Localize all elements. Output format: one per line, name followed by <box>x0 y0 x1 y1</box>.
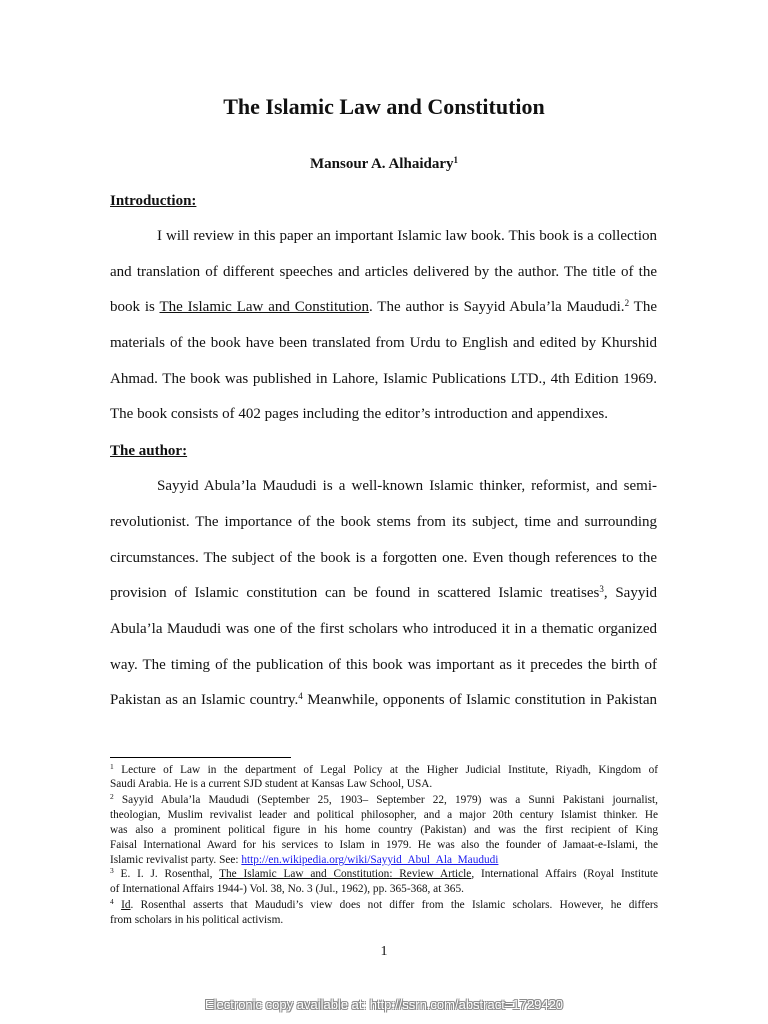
text-run: Meanwhile, opponents of Islamic constitution in Pakistan <box>302 692 657 708</box>
article-title-reference: The Islamic Law and Constitution: Review Article <box>219 868 472 880</box>
text-run: book is <box>110 299 160 315</box>
footnote-text: E. I. J. Rosenthal, <box>113 868 220 880</box>
page-number: 1 <box>380 944 388 959</box>
paragraph-line: Ahmad. The book was published in Lahore, Islamic Publications LTD., 4th Edition 1969. <box>110 371 657 387</box>
text-run: , Sayyid <box>603 585 657 601</box>
paragraph-line: and translation of different speeches and articles delivered by the author. The title of the <box>110 264 657 280</box>
footnote-separator <box>110 757 291 758</box>
paragraph-line <box>110 691 657 709</box>
paragraph-line: revolutionist. The importance of the book stems from its subject, time and surrounding <box>110 514 657 530</box>
footnote-number: 1 <box>110 762 114 771</box>
footnote-line: Saudi Arabia. He is a current SJD student at Kansas Law School, USA. <box>110 778 433 790</box>
footnote-line: of International Affairs 1944-) Vol. 38, No. 3 (Jul., 1962), pp. 365-368, at 365. <box>110 883 464 895</box>
footnote-line: Faisal International Award for his services to Islam in 1979. He was also the founder of Jamaat-e-Islami, the <box>110 839 658 851</box>
text-run: Pakistan as an Islamic country. <box>110 692 299 708</box>
paragraph-line: circumstances. The subject of the book is a forgotten one. Even though references to the <box>110 550 657 566</box>
paragraph-line: Abula’la Maududi was one of the first scholars who introduced it in a thematic organized <box>110 621 657 637</box>
book-title-reference: The Islamic Law and Constitution <box>159 299 369 315</box>
paper-title: The Islamic Law and Constitution <box>223 94 545 119</box>
footnote-3 <box>110 868 658 881</box>
author-name: Mansour A. Alhaidary <box>309 156 454 172</box>
footnote-number: 2 <box>110 792 114 801</box>
paragraph-line: I will review in this paper an important Islamic law book. This book is a collection <box>157 228 657 244</box>
footnote-text: . Rosenthal asserts that Maududi’s view does not differ from the Islamic scholars. However, he differs <box>130 899 659 911</box>
text-run: The <box>629 299 657 315</box>
paragraph-line: materials of the book have been translated from Urdu to English and edited by Khurshid <box>110 335 657 351</box>
footnote-line: theologian, Muslim revivalist leader and political philosopher, and a major 20th century Islamist thinker. He <box>110 809 658 821</box>
footnote-text: Lecture of Law in the department of Legal Policy at the Higher Judicial Institute, Riyadh, Kingdom of <box>113 764 658 776</box>
footnote-text: Sayyid Abula’la Maududi (September 25, 1903– September 22, 1979) was a Sunni Pakistani journalist, <box>113 794 658 806</box>
footnote-line <box>110 854 658 867</box>
paragraph-line: Sayyid Abula’la Maududi is a well-known Islamic thinker, reformist, and semi- <box>157 478 657 494</box>
footnote-text: Islamic revivalist party. See: <box>110 854 242 866</box>
text-run: provision of Islamic constitution can be found in scattered Islamic treatises <box>110 585 600 601</box>
section-heading-introduction: Introduction: <box>110 193 197 209</box>
author-line <box>0 155 768 173</box>
footnote-text: , International Affairs (Royal Institute <box>471 868 658 880</box>
paragraph-line <box>110 298 657 316</box>
ssrn-watermark: Electronic copy available at: http://ssrn.com/abstract=1729420 <box>204 997 564 1012</box>
footnote-number: 4 <box>110 897 114 906</box>
footnote-line: was also a prominent political figure in his home country (Pakistan) and was the first recipient of King <box>110 824 658 836</box>
paragraph-line <box>110 584 657 602</box>
text-run: . The author is Sayyid Abula’la Maududi. <box>368 299 625 315</box>
paragraph-line: The book consists of 402 pages including the editor’s introduction and appendixes. <box>110 406 608 422</box>
paragraph-line: way. The timing of the publication of this book was important as it precedes the birth of <box>110 657 657 673</box>
footnote-marker: 1 <box>453 155 458 165</box>
footnote-marker: 2 <box>624 298 630 308</box>
section-heading-author: The author: <box>110 443 188 459</box>
footnote-number: 3 <box>110 866 114 875</box>
footnote-marker: 4 <box>298 691 303 701</box>
id-reference: Id <box>121 899 131 911</box>
footnote-1 <box>110 764 658 777</box>
footnote-2 <box>110 794 658 807</box>
wikipedia-link[interactable]: http://en.wikipedia.org/wiki/Sayyid_Abul_Ala_Maududi <box>241 854 499 866</box>
footnote-4 <box>110 899 658 912</box>
footnote-marker: 3 <box>599 584 604 594</box>
footnote-line: from scholars in his political activism. <box>110 914 284 926</box>
